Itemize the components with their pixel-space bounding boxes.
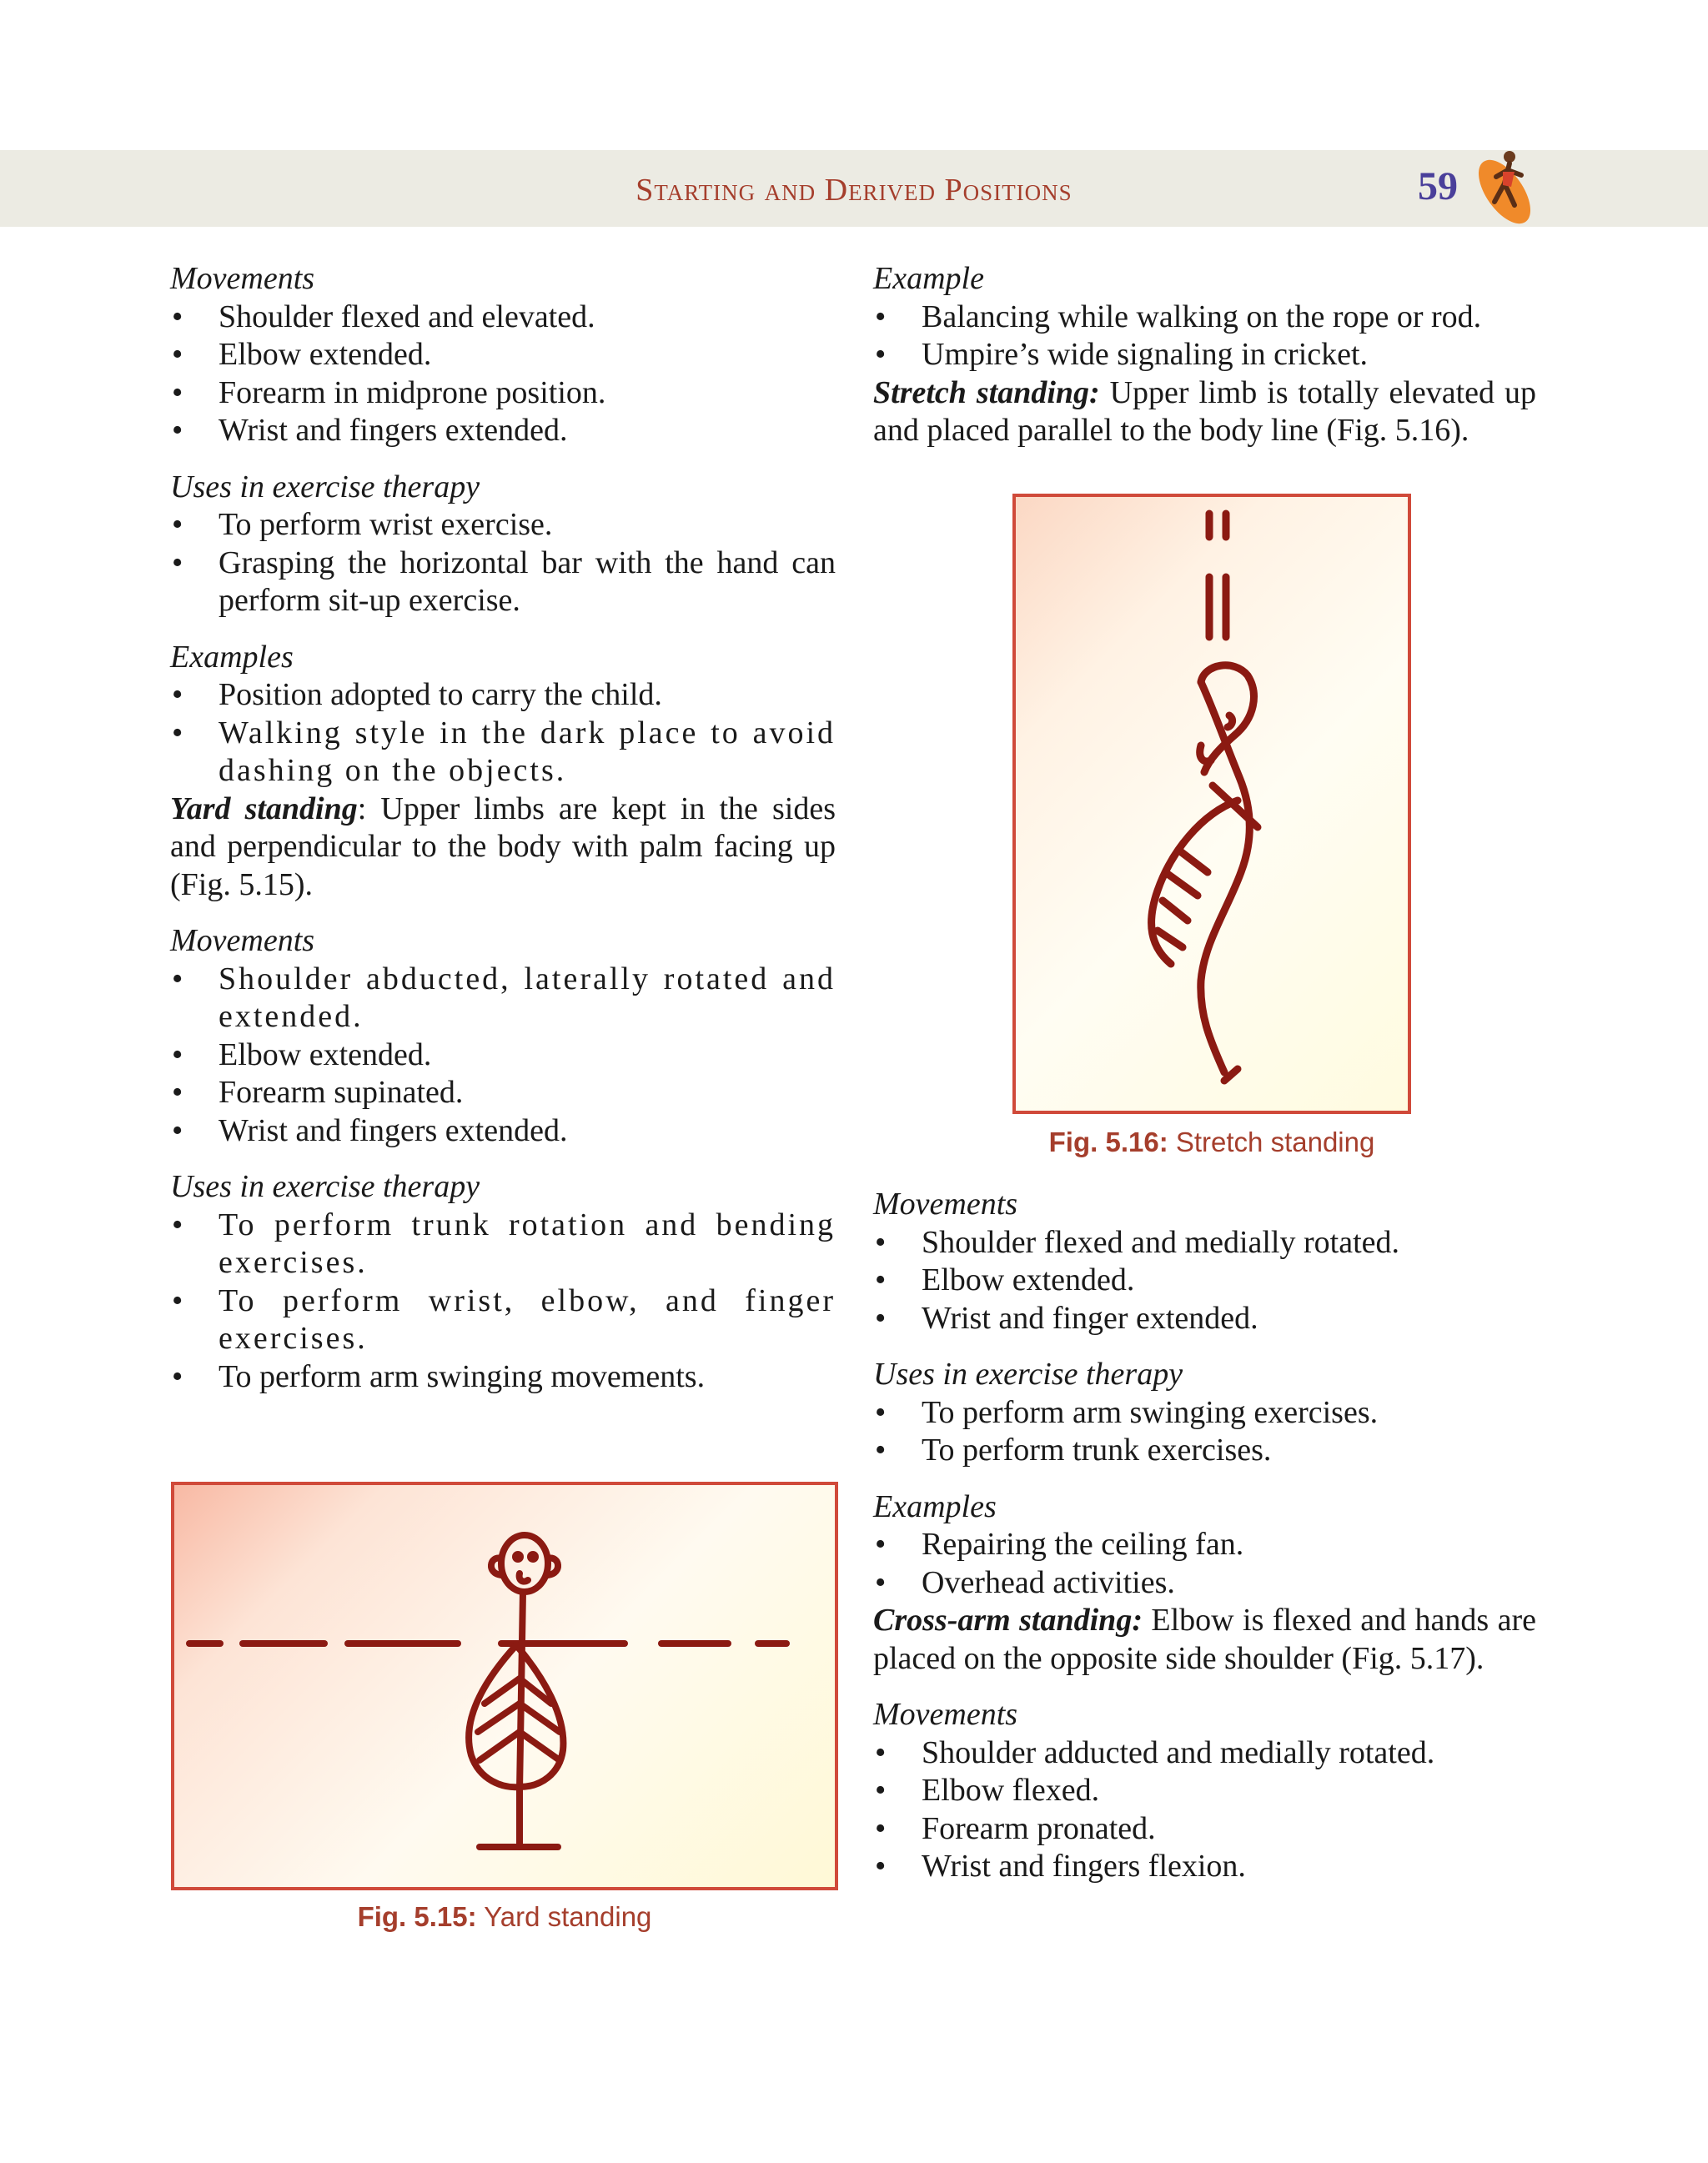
list-item: • Overhead activities. xyxy=(873,1564,1536,1603)
list-item: • To perform arm swinging movements. xyxy=(170,1358,836,1397)
section-heading: Movements xyxy=(873,1697,1018,1732)
list-item: • Elbow flexed. xyxy=(873,1772,1536,1810)
section-heading: Movements xyxy=(170,261,315,296)
list-item: • Balancing while walking on the rope or rod. xyxy=(873,299,1536,337)
list-item: • Shoulder flexed and medially rotated. xyxy=(873,1224,1536,1262)
list-item: • Position adopted to carry the child. xyxy=(170,676,836,715)
figure-title: Yard standing xyxy=(484,1901,652,1932)
list-item: • Shoulder flexed and elevated. xyxy=(170,299,836,337)
runner-logo-icon xyxy=(1466,147,1543,230)
list-item: • To perform trunk exercises. xyxy=(873,1432,1536,1470)
definition: Upper limb is totally elevated up and placed parallel to the body line (Fig. 5.16). xyxy=(873,374,1536,448)
stretch-standing-drawing xyxy=(1016,497,1408,1111)
figure-yard-standing xyxy=(171,1482,838,1890)
yard-standing-paragraph xyxy=(170,790,836,905)
figure-label: Fig. 5.15: xyxy=(357,1901,477,1932)
page-number: 59 xyxy=(1418,164,1458,208)
left-column xyxy=(170,260,836,1396)
section-heading: Examples xyxy=(873,1488,997,1524)
list-item: • Walking style in the dark place to avoid dashing on the objects. xyxy=(170,715,836,790)
section-heading: Uses in exercise therapy xyxy=(170,469,480,504)
figure-stretch-standing xyxy=(1012,494,1411,1114)
movements-list xyxy=(873,1734,1536,1886)
list-item: • Elbow extended. xyxy=(170,336,836,374)
section-heading: Movements xyxy=(170,923,315,958)
running-head: Starting and Derived Positions xyxy=(635,173,1073,208)
examples-list xyxy=(873,299,1536,374)
definition: Elbow is flexed and hands are placed on the opposite side shoulder (Fig. 5.17). xyxy=(873,1603,1536,1676)
uses-list xyxy=(170,1207,836,1397)
examples-list xyxy=(170,676,836,790)
figure-label: Fig. 5.16: xyxy=(1048,1127,1168,1157)
section-heading: Examples xyxy=(170,639,294,675)
movements-list xyxy=(170,299,836,450)
movements-list xyxy=(170,961,836,1151)
term: Yard standing xyxy=(170,790,358,826)
list-item: • Elbow extended. xyxy=(873,1262,1536,1300)
list-item: • Repairing the ceiling fan. xyxy=(873,1526,1536,1564)
list-item: • Forearm supinated. xyxy=(170,1074,836,1112)
section-heading: Example xyxy=(873,261,984,296)
term: Cross-arm standing: xyxy=(873,1603,1143,1638)
list-item: • Wrist and fingers extended. xyxy=(170,412,836,450)
right-column xyxy=(873,260,1536,450)
list-item: • Umpire’s wide signaling in cricket. xyxy=(873,336,1536,374)
list-item: • Shoulder adducted and medially rotated. xyxy=(873,1734,1536,1773)
list-item: • Shoulder abducted, laterally rotated and extended. xyxy=(170,961,836,1036)
cross-arm-standing-paragraph xyxy=(873,1602,1536,1678)
figure-caption xyxy=(1012,1127,1411,1158)
uses-list xyxy=(873,1394,1536,1470)
figure-caption xyxy=(171,1901,838,1933)
list-item: • Forearm in midprone position. xyxy=(170,374,836,413)
list-item: • Wrist and fingers flexion. xyxy=(873,1848,1536,1886)
list-item: • Elbow extended. xyxy=(170,1036,836,1075)
list-item: • Forearm pronated. xyxy=(873,1810,1536,1849)
figure-title: Stretch standing xyxy=(1175,1127,1375,1157)
list-item: • To perform arm swinging exercises. xyxy=(873,1394,1536,1433)
movements-list xyxy=(873,1224,1536,1338)
stretch-standing-paragraph xyxy=(873,374,1536,450)
list-item: • To perform wrist exercise. xyxy=(170,506,836,545)
section-heading: Movements xyxy=(873,1187,1018,1222)
uses-list xyxy=(170,506,836,620)
right-column-lower xyxy=(873,1186,1536,1886)
list-item: • Wrist and fingers extended. xyxy=(170,1112,836,1151)
section-heading: Uses in exercise therapy xyxy=(170,1169,480,1204)
list-item: • Wrist and finger extended. xyxy=(873,1300,1536,1338)
list-item: • To perform trunk rotation and bending exercises. xyxy=(170,1207,836,1282)
list-item: • Grasping the horizontal bar with the hand can perform sit-up exercise. xyxy=(170,545,836,620)
term: Stretch standing: xyxy=(873,374,1100,410)
yard-standing-drawing xyxy=(174,1485,835,1887)
section-heading: Uses in exercise therapy xyxy=(873,1357,1183,1392)
examples-list xyxy=(873,1526,1536,1602)
list-item: • To perform wrist, elbow, and finger exercises. xyxy=(170,1282,836,1358)
definition: : Upper limbs are kept in the sides and perpendicular to the body with palm facing up (Fig. 5.15). xyxy=(170,790,836,902)
